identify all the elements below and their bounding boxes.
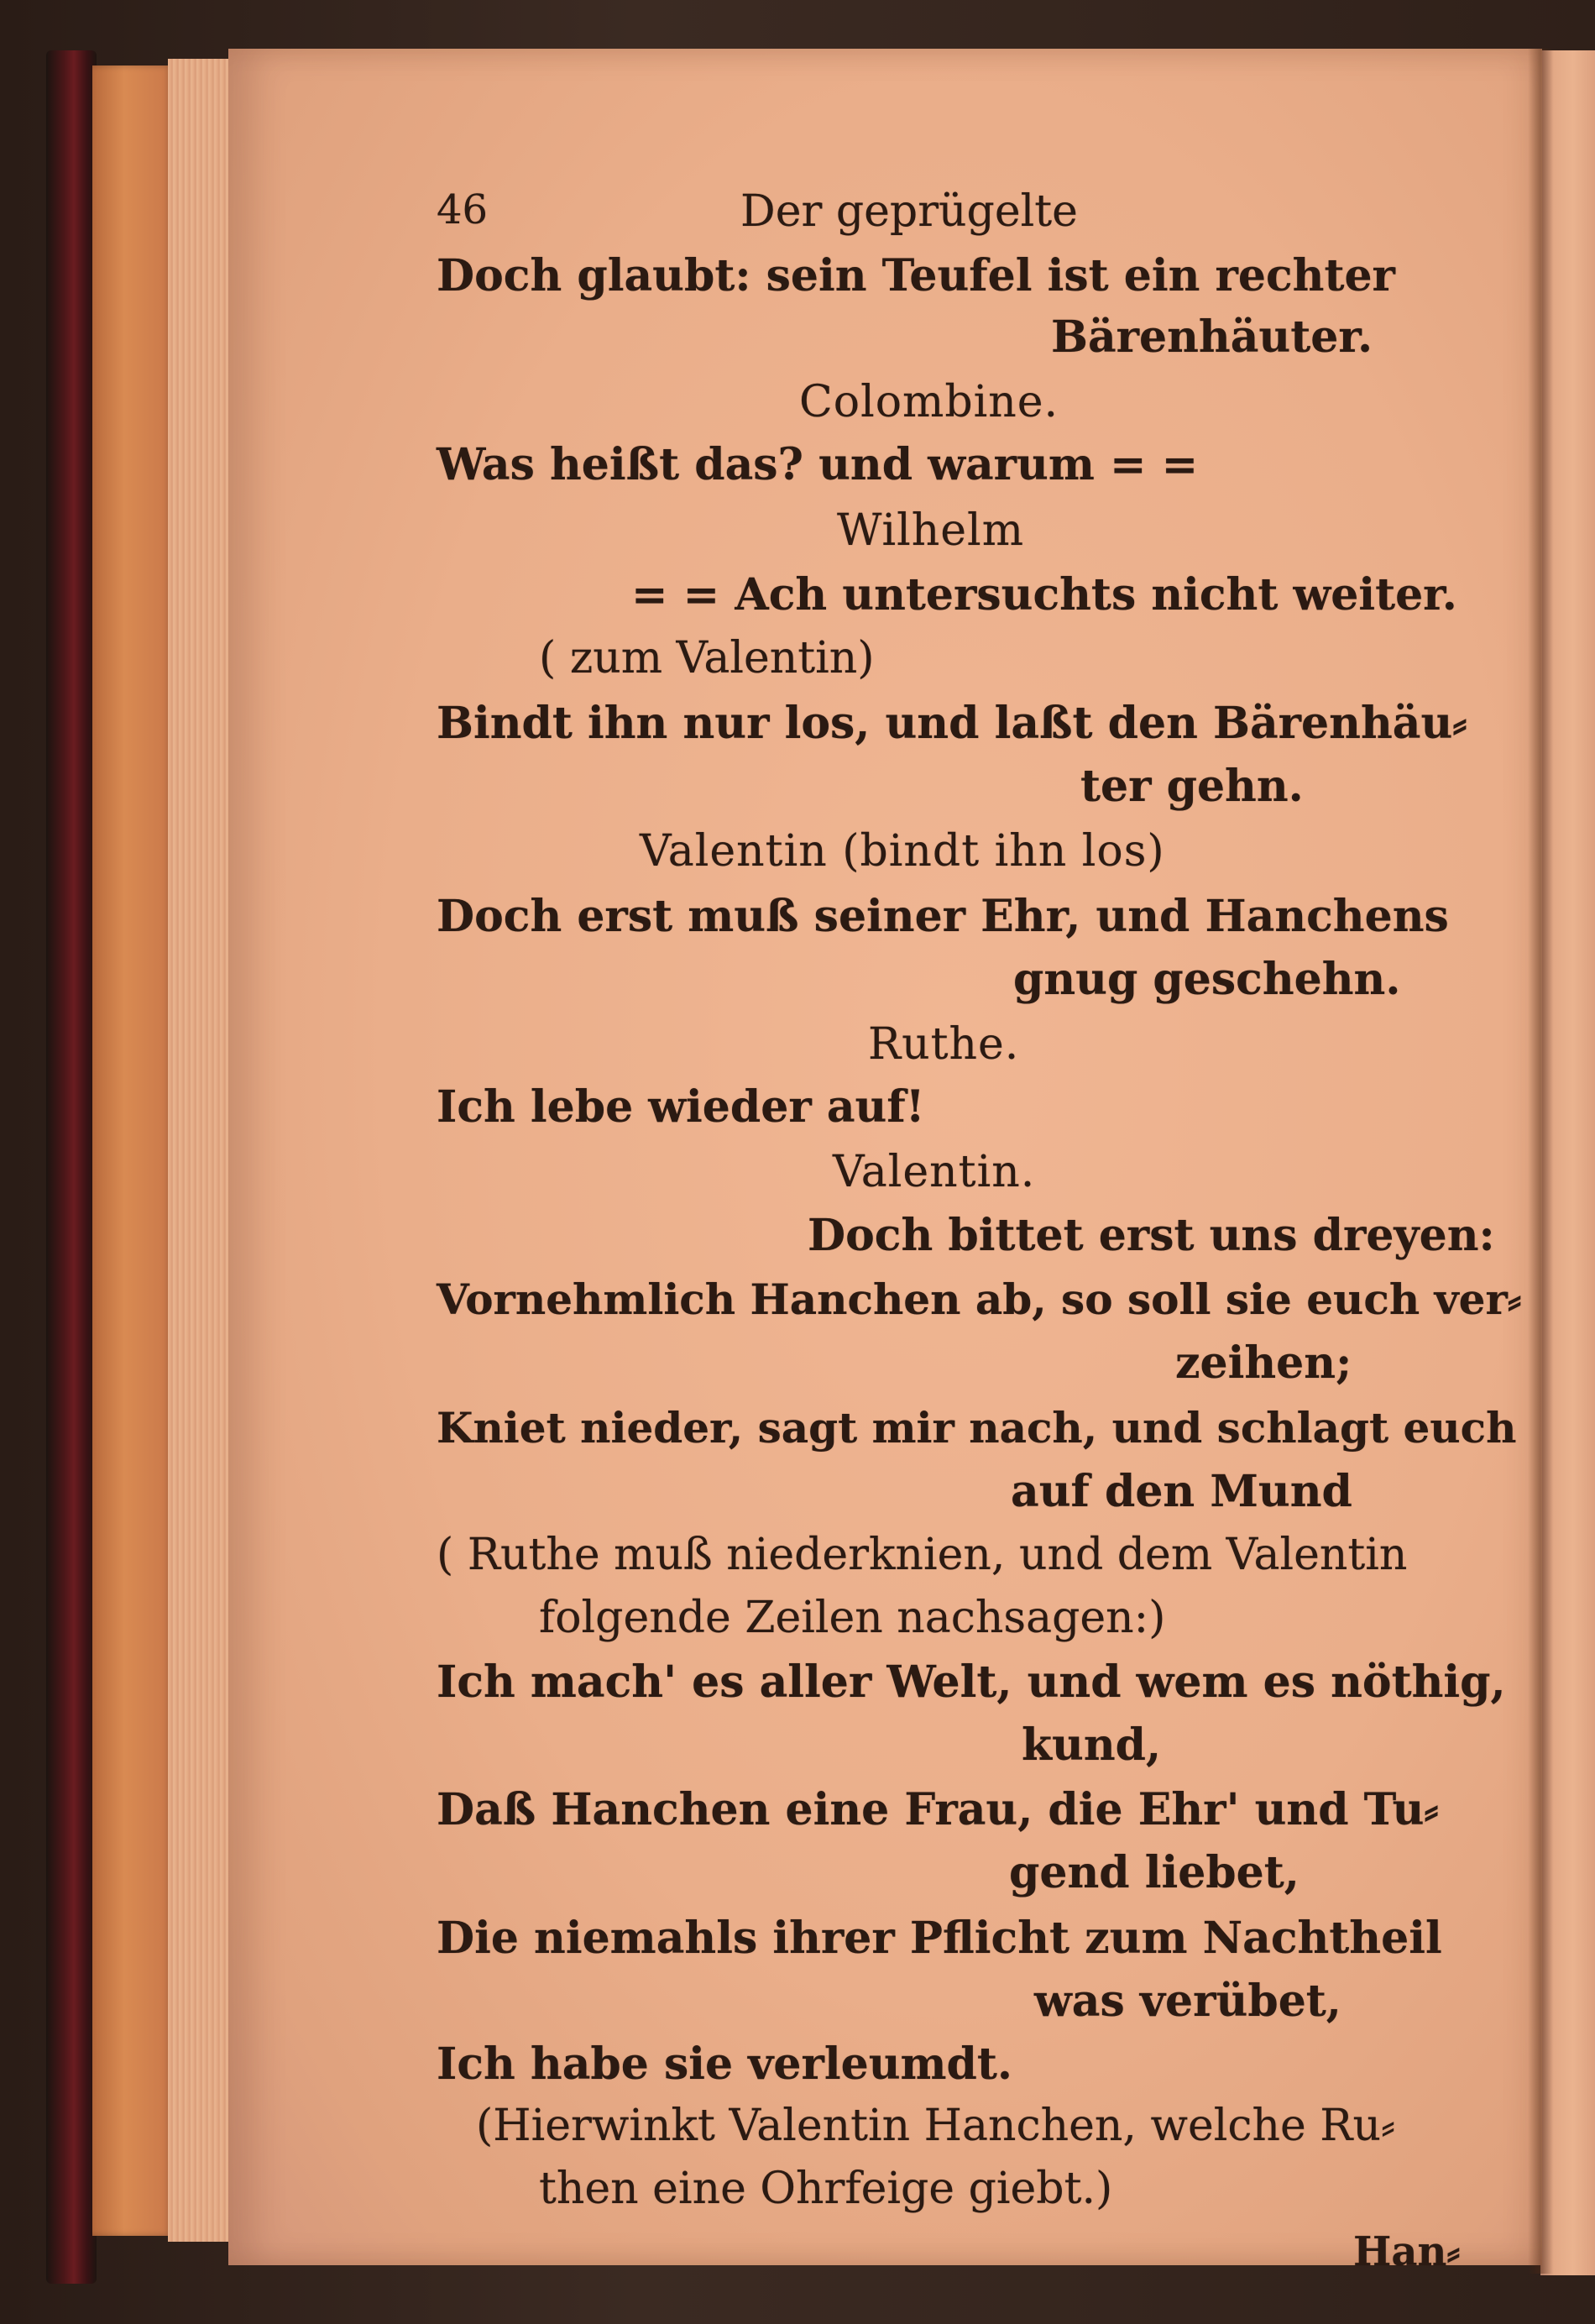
running-head: Der geprügelte [740, 186, 1078, 237]
text-line: ter gehn. [1080, 761, 1304, 812]
text-line: = = Ach untersuchts nicht weiter. [631, 569, 1457, 620]
text-line: gend liebet, [1009, 1847, 1300, 1898]
speaker-heading: Wilhelm [837, 505, 1024, 556]
text-line: was verübet, [1034, 1976, 1341, 2027]
book-page [228, 49, 1542, 2275]
text-line: gnug geschehn. [1013, 954, 1401, 1005]
book-spine [46, 50, 97, 2284]
catchword: Han⸗ [1353, 2228, 1461, 2275]
text-line: Bindt ihn nur los, und laßt den Bärenhäu⸗ [437, 698, 1467, 749]
speaker-heading: Valentin. [833, 1147, 1036, 1197]
text-line: Doch bittet erst uns dreyen: [808, 1210, 1495, 1261]
text-line: Vornehmlich Hanchen ab, so soll sie euch ver⸗ [437, 1275, 1522, 1324]
stage-direction: ( Ruthe muß niederknien, und dem Valentin [437, 1530, 1408, 1580]
speaker-heading: Ruthe. [868, 1019, 1020, 1070]
page-edges [168, 59, 231, 2242]
stage-direction: folgende Zeilen nachsagen:) [539, 1593, 1166, 1643]
text-line: Bärenhäuter. [1051, 311, 1373, 363]
stage-direction: ( zum Valentin) [539, 633, 875, 683]
speaker-heading: Colombine. [799, 377, 1059, 427]
page-number: 46 [437, 186, 489, 233]
text-line: auf den Mund [1011, 1466, 1352, 1517]
stage-direction: then eine Ohrfeige giebt.) [539, 2164, 1113, 2214]
page-gutter-shadow [1528, 49, 1553, 2274]
text-line: Die niemahls ihrer Pflicht zum Nachtheil [437, 1913, 1442, 1964]
text-line: Doch erst muß seiner Ehr, und Hanchens [437, 891, 1449, 942]
text-line: zeihen; [1175, 1337, 1352, 1389]
text-line: kund, [1022, 1719, 1162, 1771]
text-line: Was heißt das? und warum = = [437, 439, 1199, 490]
text-line: Ich mach' es aller Welt, und wem es nöthig, [437, 1657, 1506, 1708]
text-line: Daß Hanchen eine Frau, die Ehr' und Tu⸗ [437, 1784, 1439, 1835]
text-line: Ich habe sie verleumdt. [437, 2039, 1013, 2090]
stage-direction: (Hierwinkt Valentin Hanchen, welche Ru⸗ [476, 2101, 1396, 2151]
cover-board [92, 65, 172, 2236]
speaker-heading: Valentin (bindt ihn los) [640, 826, 1165, 877]
text-line: Kniet nieder, sagt mir nach, und schlagt euch [437, 1403, 1517, 1452]
text-line: Doch glaubt: sein Teufel ist ein rechter [437, 250, 1395, 301]
text-line: Ich lebe wieder auf! [437, 1081, 925, 1133]
